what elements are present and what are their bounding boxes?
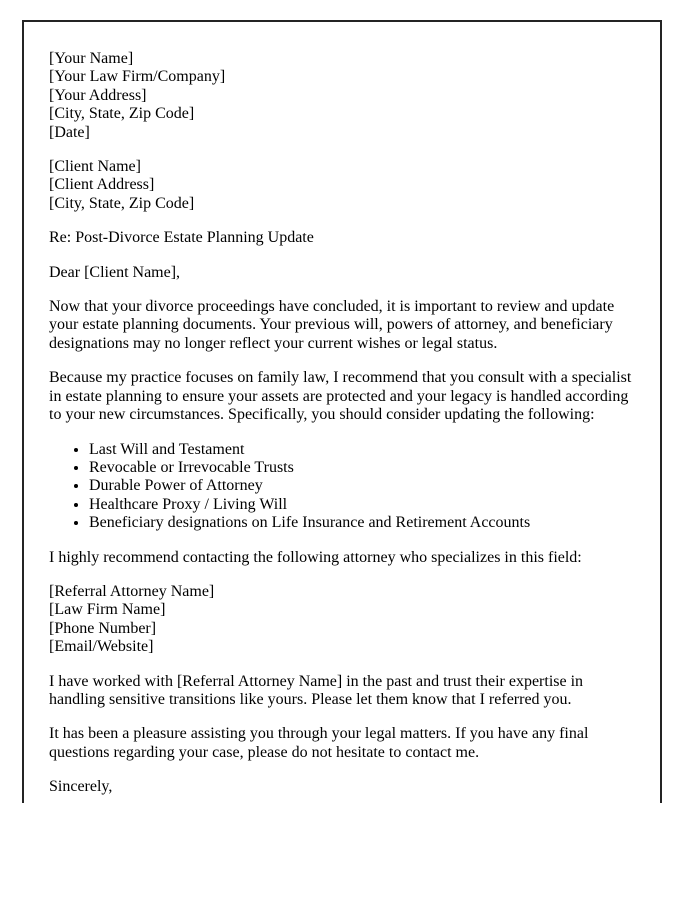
bullet-item-power-of-attorney: • Durable Power of Attorney — [89, 477, 626, 495]
salutation: Dear [Client Name], — [49, 263, 181, 281]
client-name-line: [Client Name] — [49, 158, 141, 176]
sender-address-block — [49, 50, 626, 142]
closing: Sincerely, — [49, 778, 113, 796]
referral-email-line: [Email/Website] — [49, 638, 154, 656]
date-line: [Date] — [49, 123, 90, 141]
sender-address-line: [Your Address] — [49, 86, 147, 104]
letter-document — [22, 20, 662, 803]
subject-line: Re: Post-Divorce Estate Planning Update — [49, 229, 314, 247]
paragraph-intro: Now that your divorce proceedings have concluded, it is important to review and update your estate planning documents. Your previous will, powers of attorney, and beneficiary designations may no longer reflect your current wishes or legal status. — [49, 298, 615, 352]
bullet-item-trusts: • Revocable or Irrevocable Trusts — [89, 459, 626, 477]
documents-bullet-list — [49, 441, 626, 533]
paragraph-recommendation: Because my practice focuses on family law, I recommend that you consult with a specialist in estate planning to ensure your assets are protected and your legacy is handled according to your new circumstances. Specifically, you should consider updating the following: — [49, 369, 632, 424]
client-address-line: [Client Address] — [49, 176, 155, 194]
referral-contact-block — [49, 583, 626, 657]
paragraph-final: It has been a pleasure assisting you through your legal matters. If you have any final questions regarding your case, please do not hesitate to contact me. — [49, 725, 589, 761]
sender-name-line: [Your Name] — [49, 50, 134, 67]
sender-firm-line: [Your Law Firm/Company] — [49, 68, 226, 86]
recipient-address-block — [49, 158, 626, 213]
sender-city-line: [City, State, Zip Code] — [49, 105, 195, 123]
bullet-item-healthcare-proxy: • Healthcare Proxy / Living Will — [89, 496, 626, 514]
referral-attorney-name-line: [Referral Attorney Name] — [49, 582, 215, 600]
paragraph-referral-intro: I highly recommend contacting the following attorney who specializes in this field: — [49, 548, 582, 566]
bullet-item-beneficiary: • Beneficiary designations on Life Insurance and Retirement Accounts — [89, 514, 626, 532]
referral-phone-line: [Phone Number] — [49, 619, 157, 637]
bullet-item-last-will: • Last Will and Testament — [89, 441, 626, 459]
client-city-line: [City, State, Zip Code] — [49, 194, 195, 212]
paragraph-worked-with: I have worked with [Referral Attorney Name] in the past and trust their expertise in handling sensitive transitions like yours. Please let them know that I referred you. — [49, 672, 584, 708]
referral-firm-line: [Law Firm Name] — [49, 601, 166, 619]
